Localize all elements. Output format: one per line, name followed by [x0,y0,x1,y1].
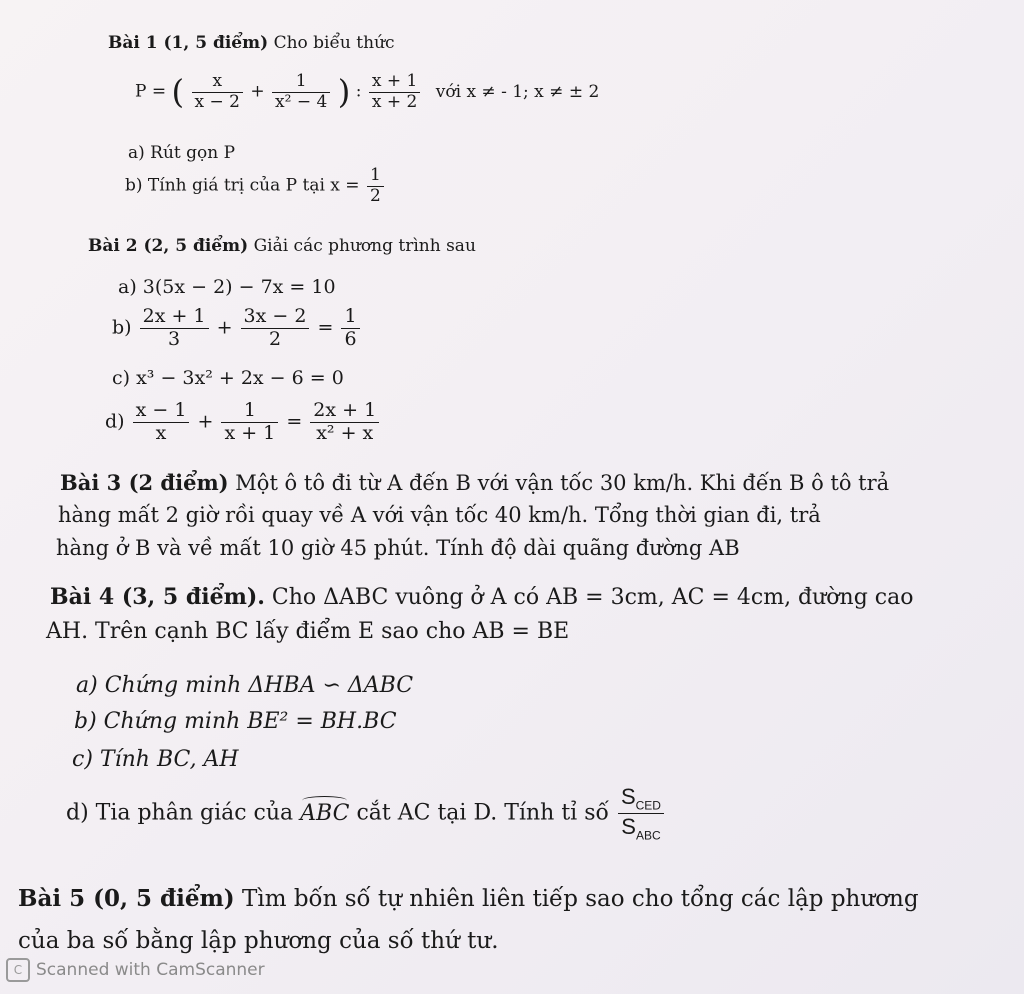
b-frac-3 [341,306,359,351]
b2-num: 3x − 2 [241,306,310,329]
bai3-line3: hàng ở B và về mất 10 giờ 45 phút. Tính độ dài quãng đường AB [56,536,740,560]
f2-den: x² − 4 [275,91,328,112]
plus-sign: + [197,410,214,433]
f1-den: x − 2 [194,91,240,112]
bai4-line1-text: Cho ΔABC vuông ở A có AB = 3cm, AC = 4cm, đường cao [271,585,914,610]
b1-num: 2x + 1 [140,306,209,329]
p-eq: P = [135,81,167,102]
b2-den: 2 [268,327,282,350]
d1-num: x − 1 [133,400,190,423]
bai5-line2: của ba số bằng lập phương của số thứ tư. [18,928,499,954]
bai1-intro: Cho biểu thức [273,33,395,53]
bai5-line1 [18,885,919,912]
area-ratio [618,784,664,843]
bai4-d [66,784,666,843]
bai5-line1-text: Tìm bốn số tự nhiên liên tiếp sao cho tổng các lập phương [242,886,919,912]
bai4-b: b) Chứng minh BE² = BH.BC [74,709,397,734]
bai4-line2: AH. Trên cạnh BC lấy điểm E sao cho AB = BE [46,619,570,644]
b-frac-1 [140,306,209,351]
fraction-1 [192,72,243,112]
plus-sign: + [216,316,233,339]
bai1-b-text: b) Tính giá trị của P tại x = [125,175,360,196]
bai2-title: Bài 2 (2, 5 điểm) [88,236,249,256]
plus-sign: + [250,81,265,102]
b3-num: 1 [341,306,359,329]
bai2-b [112,306,362,351]
bai1-expression [135,72,599,112]
d2-den: x + 1 [224,421,276,444]
bai4-title: Bài 4 (3, 5 điểm). [50,584,265,610]
fraction-2 [272,72,330,112]
bai2-a: a) 3(5x − 2) − 7x = 10 [118,276,336,298]
d-frac-2 [221,400,278,445]
bai1-title: Bài 1 (1, 5 điểm) [108,33,269,53]
bai2-heading [88,236,476,256]
bai4-d-post: cắt AC tại D. Tính tỉ số [356,800,616,826]
camscanner-watermark [6,958,265,982]
b-frac-2 [241,306,310,351]
f1-num: x [192,72,243,93]
bai1-heading [108,33,395,53]
ratio-den-s: S [621,814,636,840]
ratio-num-s: S [620,784,636,809]
bai2-d-label: d) [105,410,125,433]
bai1-a: a) Rút gọn P [128,143,236,163]
bai2-d [105,400,381,445]
ratio-den-sub: ABC [635,828,661,843]
d-frac-3 [310,400,379,445]
d2-num: 1 [221,400,278,423]
condition: với x ≠ - 1; x ≠ ± 2 [435,81,600,102]
half-fraction [367,166,384,206]
bai3-line1 [60,470,889,495]
bai2-b-label: b) [112,316,132,339]
bai2-intro: Giải các phương trình sau [253,236,476,256]
bai4-a: a) Chứng minh ΔHBA ∽ ΔABC [76,673,414,698]
d1-den: x [155,421,167,444]
half-num: 1 [367,166,384,187]
ratio-den [618,814,664,843]
bai1-b [125,166,386,206]
bai2-c: c) x³ − 3x² + 2x − 6 = 0 [112,367,344,389]
close-paren: ) [337,73,351,112]
half-den: 2 [369,185,381,206]
camscanner-logo-icon: C [6,958,30,982]
bai4-c: c) Tính BC, AH [72,747,239,772]
bai4-line1 [50,584,913,610]
bai3-title: Bài 3 (2 điểm) [60,470,229,495]
angle-abc: ABC [300,800,350,826]
bai4-d-pre: d) Tia phân giác của [66,800,301,826]
fraction-3 [369,72,420,112]
eq-sign: = [317,316,334,339]
bai5-title: Bài 5 (0, 5 điểm) [18,885,235,912]
eq-sign: = [286,410,303,433]
f3-num: x + 1 [369,72,420,93]
watermark-text: Scanned with CamScanner [36,960,265,980]
ratio-num-sub: CED [635,798,661,813]
bai3-line1-text: Một ô tô đi từ A đến B với vận tốc 30 km/h. Khi đến B ô tô trả [235,471,890,495]
b1-den: 3 [168,327,181,350]
bai3-line2: hàng mất 2 giờ rồi quay về A với vận tốc 40 km/h. Tổng thời gian đi, trả [58,503,821,527]
ratio-num [618,784,664,814]
d3-den: x² + x [316,421,374,444]
d3-num: 2x + 1 [310,400,379,423]
f3-den: x + 2 [371,91,418,112]
b3-den: 6 [344,327,357,350]
d-frac-1 [133,400,190,445]
open-paren: ( [171,73,185,112]
f2-num: 1 [272,72,330,93]
colon-sign: : [355,81,362,102]
